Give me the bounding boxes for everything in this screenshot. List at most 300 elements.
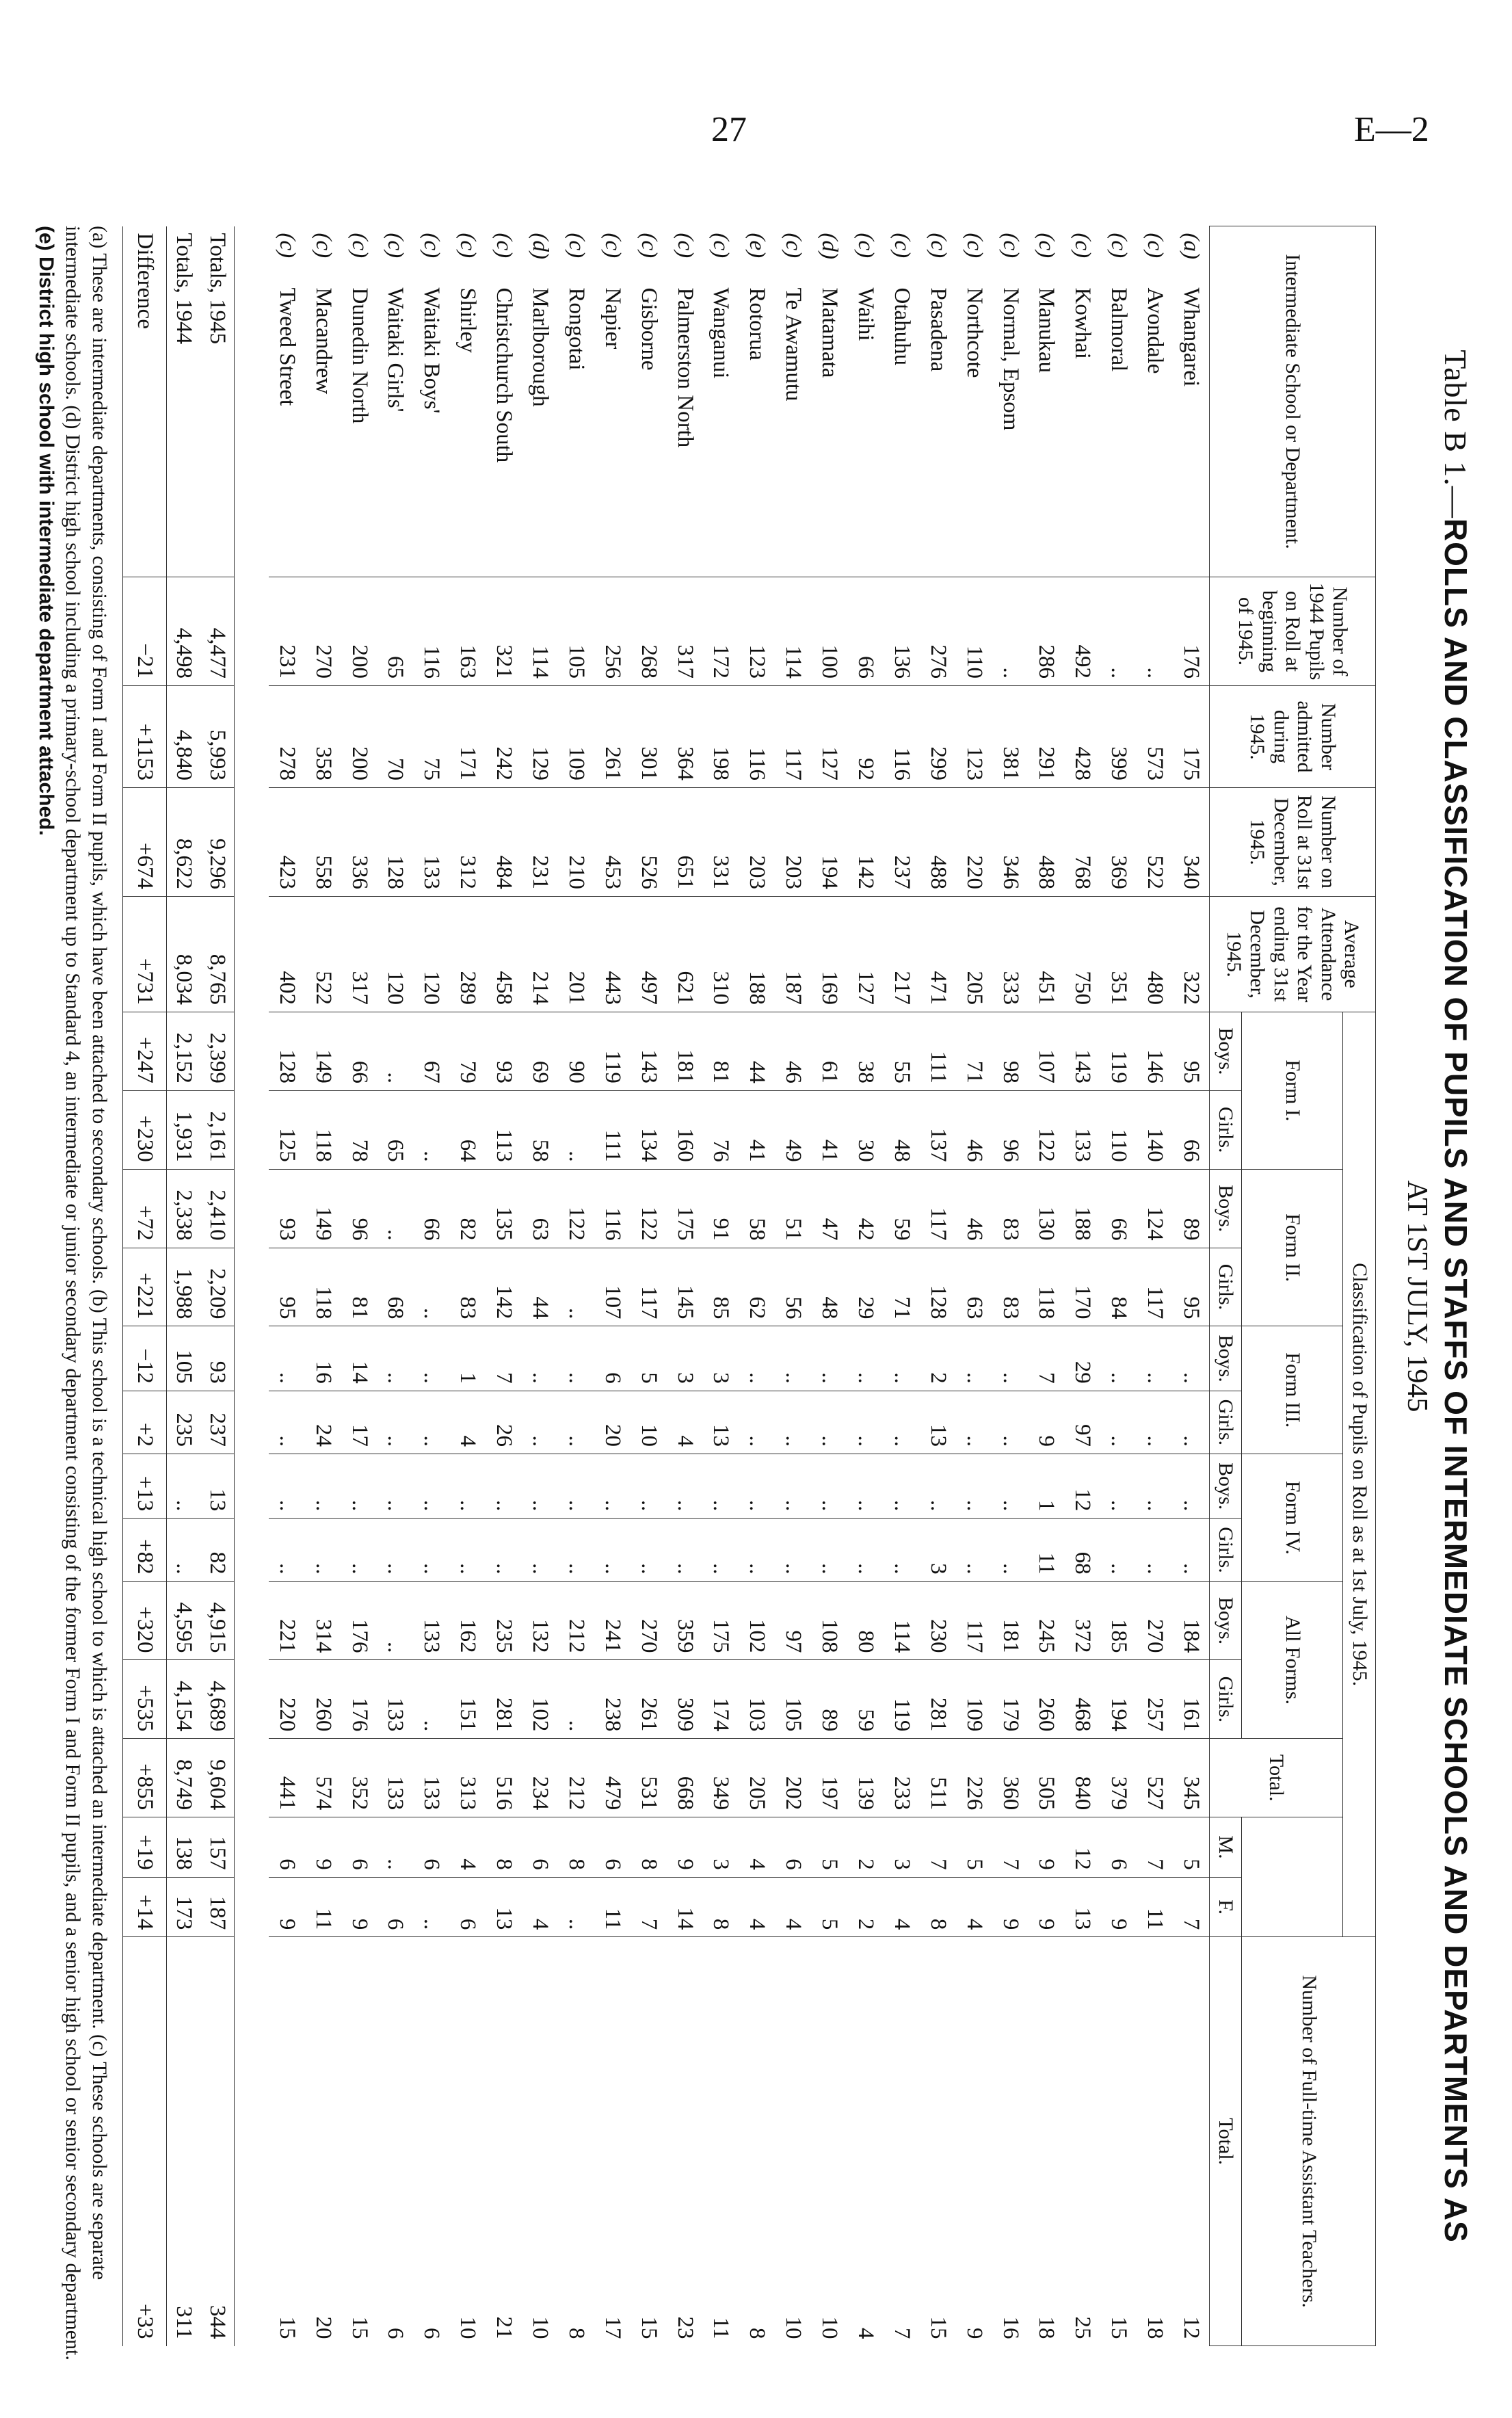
school-name: Rongotai bbox=[563, 287, 589, 371]
table-cell: 210 bbox=[558, 787, 594, 896]
col-form4: Form IV. bbox=[1242, 1454, 1343, 1582]
table-cell: 6 bbox=[1100, 1817, 1137, 1878]
table-cell: 96 bbox=[341, 1169, 377, 1248]
table-cell: .. bbox=[594, 1454, 631, 1519]
table-cell: 351 bbox=[1100, 896, 1137, 1012]
table-cell: 149 bbox=[305, 1012, 341, 1090]
table-cell: 176 bbox=[341, 1660, 377, 1739]
table-cell: 188 bbox=[1064, 1169, 1100, 1248]
table-cell: 7 bbox=[486, 1326, 522, 1391]
table-cell: 117 bbox=[956, 1581, 992, 1660]
school-name: Northcote bbox=[961, 287, 987, 378]
difference-cell: +855 bbox=[123, 1739, 167, 1817]
table-cell: 7 bbox=[1137, 1817, 1173, 1878]
table-cell: 497 bbox=[631, 896, 667, 1012]
table-cell: 331 bbox=[703, 787, 739, 896]
table-cell: 6 bbox=[449, 1877, 486, 1937]
table-cell: 321 bbox=[486, 577, 522, 685]
table-cell: 281 bbox=[920, 1660, 956, 1739]
table-cell: 203 bbox=[739, 787, 775, 896]
school-type-mark: (c) bbox=[600, 233, 625, 259]
table-cell: 129 bbox=[522, 685, 558, 787]
table-cell: .. bbox=[377, 1581, 414, 1660]
table-cell: 133 bbox=[1064, 1090, 1100, 1169]
totals-cell: 2,399 bbox=[200, 1012, 234, 1090]
table-cell: 212 bbox=[558, 1739, 594, 1817]
rotated-table-page bbox=[27, 226, 1477, 2367]
table-cell: 71 bbox=[884, 1248, 920, 1326]
table-cell: 200 bbox=[341, 577, 377, 685]
table-cell: 2 bbox=[847, 1817, 884, 1878]
table-cell: 668 bbox=[667, 1739, 703, 1817]
table-cell: 81 bbox=[703, 1012, 739, 1090]
school-type-mark: (c) bbox=[708, 233, 734, 259]
table-cell: 64 bbox=[449, 1090, 486, 1169]
table-cell: 8 bbox=[631, 1817, 667, 1878]
difference-cell: +72 bbox=[123, 1169, 167, 1248]
table-cell: .. bbox=[703, 1454, 739, 1519]
table-cell: 111 bbox=[920, 1012, 956, 1090]
col-roll-begin: Number of 1944 Pupils on Roll at beginning of 1945. bbox=[1210, 577, 1376, 685]
table-cell: .. bbox=[269, 1454, 305, 1519]
school-name: Marlborough bbox=[527, 287, 553, 407]
totals-cell: 344 bbox=[200, 1937, 234, 2346]
table-cell: 7 bbox=[1173, 1877, 1209, 1937]
table-cell: 4 bbox=[739, 1877, 775, 1937]
table-row bbox=[449, 226, 486, 2346]
totals-cell: 2,410 bbox=[200, 1169, 234, 1248]
col-classification: Classification of Pupils on Roll as at 1st July, 1945. bbox=[1343, 1012, 1376, 1936]
table-cell: 270 bbox=[1137, 1581, 1173, 1660]
table-cell: 123 bbox=[739, 577, 775, 685]
table-cell: 68 bbox=[377, 1248, 414, 1326]
table-cell: 29 bbox=[1064, 1326, 1100, 1391]
table-cell: 120 bbox=[377, 896, 414, 1012]
table-cell: 91 bbox=[703, 1169, 739, 1248]
table-cell: 29 bbox=[847, 1248, 884, 1326]
totals-cell: 311 bbox=[167, 1937, 200, 2346]
table-cell: 317 bbox=[341, 896, 377, 1012]
table-cell: 146 bbox=[1137, 1012, 1173, 1090]
table-cell: 5 bbox=[631, 1326, 667, 1391]
table-cell: .. bbox=[847, 1454, 884, 1519]
table-cell: .. bbox=[449, 1454, 486, 1519]
table-cell: 17 bbox=[341, 1391, 377, 1454]
col-avg-att: Average Attendance for the Year ending 31st December, 1945. bbox=[1210, 896, 1376, 1012]
table-cell: 268 bbox=[631, 577, 667, 685]
table-cell: 181 bbox=[667, 1012, 703, 1090]
table-cell: .. bbox=[811, 1391, 847, 1454]
table-cell: 220 bbox=[269, 1660, 305, 1739]
table-cell: 170 bbox=[1064, 1248, 1100, 1326]
table-cell: 260 bbox=[1029, 1660, 1065, 1739]
totals-cell: 4,840 bbox=[167, 685, 200, 787]
table-cell: .. bbox=[449, 1519, 486, 1581]
school-type-mark: (c) bbox=[455, 233, 481, 259]
table-cell: .. bbox=[269, 1391, 305, 1454]
table-cell: 14 bbox=[341, 1326, 377, 1391]
table-cell: 174 bbox=[703, 1660, 739, 1739]
school-name: Waihi bbox=[853, 287, 878, 341]
table-cell: 46 bbox=[956, 1090, 992, 1169]
table-cell: .. bbox=[847, 1391, 884, 1454]
table-title bbox=[1437, 226, 1474, 2367]
table-cell: 276 bbox=[920, 577, 956, 685]
table-cell: 118 bbox=[1029, 1248, 1065, 1326]
totals-cell: 8,622 bbox=[167, 787, 200, 896]
totals-cell: .. bbox=[167, 1519, 200, 1581]
table-cell: 451 bbox=[1029, 896, 1065, 1012]
footnote-main: (a) These are intermediate departments, consisting of Form I and Form II pupils, which have been attached to secondary schools. (b) This school is a technical high school to which is attached an intermediate department. (c) These schools are separate intermediate schools. (d) District high school including a primary-school department up to Standard 4, an intermediate or junior secondary department consisting of the former Form I and Form II pupils, and a senior high school or senior secondary department. bbox=[62, 226, 111, 2361]
table-cell: 15 bbox=[631, 1937, 667, 2346]
table-cell: 41 bbox=[811, 1090, 847, 1169]
table-cell: .. bbox=[775, 1519, 811, 1581]
table-cell: 11 bbox=[1029, 1519, 1065, 1581]
table-cell: 488 bbox=[1029, 787, 1065, 896]
footnote-e: (e) District high school with intermediate department attached. bbox=[35, 226, 58, 836]
table-cell: 42 bbox=[847, 1169, 884, 1248]
table-cell: 13 bbox=[486, 1877, 522, 1937]
table-row bbox=[631, 226, 667, 2346]
table-cell: 12 bbox=[1064, 1454, 1100, 1519]
table-cell: 11 bbox=[305, 1877, 341, 1937]
table-row bbox=[558, 226, 594, 2346]
school-type-mark: (c) bbox=[419, 233, 445, 259]
table-cell: 116 bbox=[739, 685, 775, 787]
table-cell: 44 bbox=[739, 1012, 775, 1090]
school-name: Macandrew bbox=[310, 287, 336, 395]
table-cell: 3 bbox=[920, 1519, 956, 1581]
table-cell: 231 bbox=[522, 787, 558, 896]
difference-cell: −12 bbox=[123, 1326, 167, 1391]
table-cell: 20 bbox=[594, 1391, 631, 1454]
totals-cell: 2,209 bbox=[200, 1248, 234, 1326]
difference-cell: +33 bbox=[123, 1937, 167, 2346]
table-cell: 133 bbox=[413, 787, 449, 896]
table-cell: 3 bbox=[703, 1817, 739, 1878]
table-cell: 95 bbox=[1173, 1248, 1209, 1326]
school-name: Te Awamutu bbox=[781, 287, 806, 402]
table-cell: 505 bbox=[1029, 1739, 1065, 1817]
table-cell: 322 bbox=[1173, 896, 1209, 1012]
col-boys: Boys. bbox=[1210, 1454, 1243, 1519]
school-type-mark: (a) bbox=[1179, 233, 1204, 259]
table-cell: 574 bbox=[305, 1739, 341, 1817]
totals-cell: 157 bbox=[200, 1817, 234, 1878]
table-row bbox=[377, 226, 414, 2346]
school-type-mark: (c) bbox=[563, 233, 589, 259]
table-cell: 471 bbox=[920, 896, 956, 1012]
totals-cell: 8,034 bbox=[167, 896, 200, 1012]
table-cell: 573 bbox=[1137, 685, 1173, 787]
table-cell: 201 bbox=[558, 896, 594, 1012]
table-row bbox=[920, 226, 956, 2346]
table-cell: 76 bbox=[703, 1090, 739, 1169]
table-cell: .. bbox=[558, 1248, 594, 1326]
table-cell: .. bbox=[847, 1519, 884, 1581]
totals-cell: 2,338 bbox=[167, 1169, 200, 1248]
totals-cell: 5,993 bbox=[200, 685, 234, 787]
table-cell: 97 bbox=[775, 1581, 811, 1660]
table-row bbox=[1137, 226, 1173, 2346]
table-cell: 65 bbox=[377, 1090, 414, 1169]
totals-cell: 4,498 bbox=[167, 577, 200, 685]
table-cell: 360 bbox=[992, 1739, 1029, 1817]
table-cell: 187 bbox=[775, 896, 811, 1012]
table-cell: 10 bbox=[449, 1937, 486, 2346]
school-name: Palmerston North bbox=[672, 287, 698, 448]
table-cell: 5 bbox=[1173, 1817, 1209, 1878]
table-cell: 428 bbox=[1064, 685, 1100, 787]
spacer-row bbox=[234, 226, 269, 2346]
table-row bbox=[413, 226, 449, 2346]
table-cell: 171 bbox=[449, 685, 486, 787]
col-form3: Form III. bbox=[1242, 1326, 1343, 1454]
table-cell: 122 bbox=[558, 1169, 594, 1248]
table-cell: 114 bbox=[884, 1581, 920, 1660]
table-cell: 488 bbox=[920, 787, 956, 896]
table-cell: .. bbox=[594, 1519, 631, 1581]
table-cell: 67 bbox=[413, 1012, 449, 1090]
table-cell: 358 bbox=[305, 685, 341, 787]
table-cell: 9 bbox=[305, 1817, 341, 1878]
table-cell: 7 bbox=[1029, 1326, 1065, 1391]
table-cell: 198 bbox=[703, 685, 739, 787]
table-cell: .. bbox=[413, 1391, 449, 1454]
table-cell: 95 bbox=[269, 1248, 305, 1326]
table-cell: 142 bbox=[486, 1248, 522, 1326]
table-cell: .. bbox=[992, 1326, 1029, 1391]
table-cell: .. bbox=[486, 1454, 522, 1519]
table-cell: 214 bbox=[522, 896, 558, 1012]
table-cell: 116 bbox=[413, 577, 449, 685]
difference-cell: +221 bbox=[123, 1248, 167, 1326]
table-cell: 9 bbox=[1029, 1817, 1065, 1878]
table-row bbox=[1029, 226, 1065, 2346]
difference-cell: +731 bbox=[123, 896, 167, 1012]
table-cell: 291 bbox=[1029, 685, 1065, 787]
table-cell: 188 bbox=[739, 896, 775, 1012]
table-cell: 128 bbox=[920, 1248, 956, 1326]
table-row bbox=[667, 226, 703, 2346]
table-cell: 7 bbox=[992, 1817, 1029, 1878]
table-cell: 66 bbox=[1100, 1169, 1137, 1248]
table-cell: 110 bbox=[1100, 1090, 1137, 1169]
table-cell: 369 bbox=[1100, 787, 1137, 896]
table-row bbox=[486, 226, 522, 2346]
table-cell: .. bbox=[269, 1326, 305, 1391]
school-name: Avondale bbox=[1143, 287, 1168, 374]
table-cell: 16 bbox=[305, 1326, 341, 1391]
table-cell: 226 bbox=[956, 1739, 992, 1817]
table-cell: 79 bbox=[449, 1012, 486, 1090]
table-cell: .. bbox=[269, 1519, 305, 1581]
table-cell: 103 bbox=[739, 1660, 775, 1739]
table-cell: 139 bbox=[847, 1739, 884, 1817]
table-cell: 522 bbox=[1137, 787, 1173, 896]
table-cell: 458 bbox=[486, 896, 522, 1012]
table-cell: 175 bbox=[1173, 685, 1209, 787]
table-cell: 68 bbox=[1064, 1519, 1100, 1581]
table-cell: 85 bbox=[703, 1248, 739, 1326]
table-cell: 105 bbox=[775, 1660, 811, 1739]
table-cell: 133 bbox=[413, 1581, 449, 1660]
table-body bbox=[123, 226, 1210, 2346]
table-cell: 111 bbox=[594, 1090, 631, 1169]
table-cell: 6 bbox=[377, 1877, 414, 1937]
table-cell: .. bbox=[1100, 1454, 1137, 1519]
table-cell: 750 bbox=[1064, 896, 1100, 1012]
table-cell: 110 bbox=[956, 577, 992, 685]
table-cell: .. bbox=[775, 1326, 811, 1391]
col-school: Intermediate School or Department. bbox=[1210, 226, 1376, 577]
table-cell: 6 bbox=[269, 1817, 305, 1878]
table-cell: 11 bbox=[594, 1877, 631, 1937]
table-cell: 257 bbox=[1137, 1660, 1173, 1739]
table-cell: 123 bbox=[956, 685, 992, 787]
table-cell: 492 bbox=[1064, 577, 1100, 685]
table-cell: 9 bbox=[956, 1937, 992, 2346]
table-row bbox=[1064, 226, 1100, 2346]
table-cell: 133 bbox=[377, 1739, 414, 1817]
table-cell: 313 bbox=[449, 1739, 486, 1817]
school-type-mark: (c) bbox=[925, 233, 951, 259]
table-cell: .. bbox=[522, 1519, 558, 1581]
table-row bbox=[775, 226, 811, 2346]
table-cell: 8 bbox=[558, 1937, 594, 2346]
table-cell: 4 bbox=[667, 1391, 703, 1454]
table-cell: 98 bbox=[992, 1012, 1029, 1090]
table-cell: .. bbox=[558, 1660, 594, 1739]
table-cell: 3 bbox=[884, 1817, 920, 1878]
table-cell: 114 bbox=[522, 577, 558, 685]
totals-row bbox=[167, 226, 200, 2346]
school-name: Otahuhu bbox=[889, 287, 914, 366]
difference-cell: −21 bbox=[123, 577, 167, 685]
table-cell: 453 bbox=[594, 787, 631, 896]
table-cell: 134 bbox=[631, 1090, 667, 1169]
table-cell: 4 bbox=[449, 1817, 486, 1878]
table-cell: 299 bbox=[920, 685, 956, 787]
table-cell: 651 bbox=[667, 787, 703, 896]
table-cell: .. bbox=[739, 1391, 775, 1454]
difference-cell: +19 bbox=[123, 1817, 167, 1878]
table-cell: 15 bbox=[269, 1937, 305, 2346]
table-cell: 9 bbox=[341, 1877, 377, 1937]
table-cell: 161 bbox=[1173, 1660, 1209, 1739]
table-cell: .. bbox=[522, 1454, 558, 1519]
table-cell: .. bbox=[1137, 1454, 1173, 1519]
difference-cell: +230 bbox=[123, 1090, 167, 1169]
table-cell: .. bbox=[739, 1326, 775, 1391]
table-cell: .. bbox=[558, 1877, 594, 1937]
table-cell: 96 bbox=[992, 1090, 1029, 1169]
table-cell: .. bbox=[413, 1326, 449, 1391]
table-cell: 402 bbox=[269, 896, 305, 1012]
table-cell: 381 bbox=[992, 685, 1029, 787]
table-cell: 6 bbox=[413, 1817, 449, 1878]
table-cell: 9 bbox=[667, 1817, 703, 1878]
table-cell: 90 bbox=[558, 1012, 594, 1090]
table-row bbox=[811, 226, 847, 2346]
table-cell: 136 bbox=[884, 577, 920, 685]
school-name: Whangarei bbox=[1179, 287, 1204, 387]
totals-label: Totals, 1945 bbox=[200, 226, 234, 577]
table-cell: .. bbox=[739, 1454, 775, 1519]
school-type-mark: (c) bbox=[672, 233, 698, 259]
table-row bbox=[305, 226, 341, 2346]
table-cell: 89 bbox=[1173, 1169, 1209, 1248]
table-cell: 241 bbox=[594, 1581, 631, 1660]
table-cell: 242 bbox=[486, 685, 522, 787]
table-cell: 80 bbox=[847, 1581, 884, 1660]
col-boys: Boys. bbox=[1210, 1581, 1243, 1660]
table-cell: 317 bbox=[667, 577, 703, 685]
difference-row bbox=[123, 226, 167, 2346]
school-type-mark: (c) bbox=[961, 233, 987, 259]
table-cell: .. bbox=[956, 1326, 992, 1391]
table-cell: 116 bbox=[594, 1169, 631, 1248]
table-cell: 84 bbox=[1100, 1248, 1137, 1326]
table-cell: 5 bbox=[811, 1817, 847, 1878]
table-cell: 1 bbox=[449, 1326, 486, 1391]
table-cell: 270 bbox=[305, 577, 341, 685]
table-cell: 480 bbox=[1137, 896, 1173, 1012]
table-cell: 10 bbox=[811, 1937, 847, 2346]
table-cell: 169 bbox=[811, 896, 847, 1012]
table-cell: 531 bbox=[631, 1739, 667, 1817]
table-cell: 516 bbox=[486, 1739, 522, 1817]
table-cell: .. bbox=[739, 1519, 775, 1581]
table-cell: 9 bbox=[1100, 1877, 1137, 1937]
table-cell: .. bbox=[558, 1391, 594, 1454]
table-cell: 172 bbox=[703, 577, 739, 685]
table-cell: .. bbox=[992, 1454, 1029, 1519]
table-cell: 49 bbox=[775, 1090, 811, 1169]
difference-cell: +674 bbox=[123, 787, 167, 896]
table-cell: 107 bbox=[594, 1248, 631, 1326]
table-cell: .. bbox=[811, 1326, 847, 1391]
table-cell: 12 bbox=[1064, 1817, 1100, 1878]
table-cell: .. bbox=[811, 1519, 847, 1581]
table-cell: .. bbox=[558, 1090, 594, 1169]
table-cell: 352 bbox=[341, 1739, 377, 1817]
table-cell: 16 bbox=[992, 1937, 1029, 2346]
table-cell: .. bbox=[377, 1169, 414, 1248]
table-cell: 21 bbox=[486, 1937, 522, 2346]
col-staff-m: M. bbox=[1210, 1817, 1243, 1878]
table-cell: 75 bbox=[413, 685, 449, 787]
school-type-mark: (c) bbox=[781, 233, 806, 259]
table-cell: 221 bbox=[269, 1581, 305, 1660]
table-cell: 14 bbox=[667, 1877, 703, 1937]
table-cell: .. bbox=[1137, 1519, 1173, 1581]
table-cell: .. bbox=[1100, 1326, 1137, 1391]
table-cell: 71 bbox=[956, 1012, 992, 1090]
table-cell: 81 bbox=[341, 1248, 377, 1326]
totals-cell: 4,595 bbox=[167, 1581, 200, 1660]
table-cell: 30 bbox=[847, 1090, 884, 1169]
table-cell: 11 bbox=[1137, 1877, 1173, 1937]
table-cell: .. bbox=[667, 1519, 703, 1581]
table-cell: .. bbox=[413, 1454, 449, 1519]
totals-cell: 4,689 bbox=[200, 1660, 234, 1739]
totals-cell: 8,765 bbox=[200, 896, 234, 1012]
totals-label: Totals, 1944 bbox=[171, 233, 196, 345]
table-cell: 127 bbox=[847, 896, 884, 1012]
table-cell: 12 bbox=[1173, 1937, 1209, 2346]
school-type-mark: (c) bbox=[274, 233, 300, 259]
